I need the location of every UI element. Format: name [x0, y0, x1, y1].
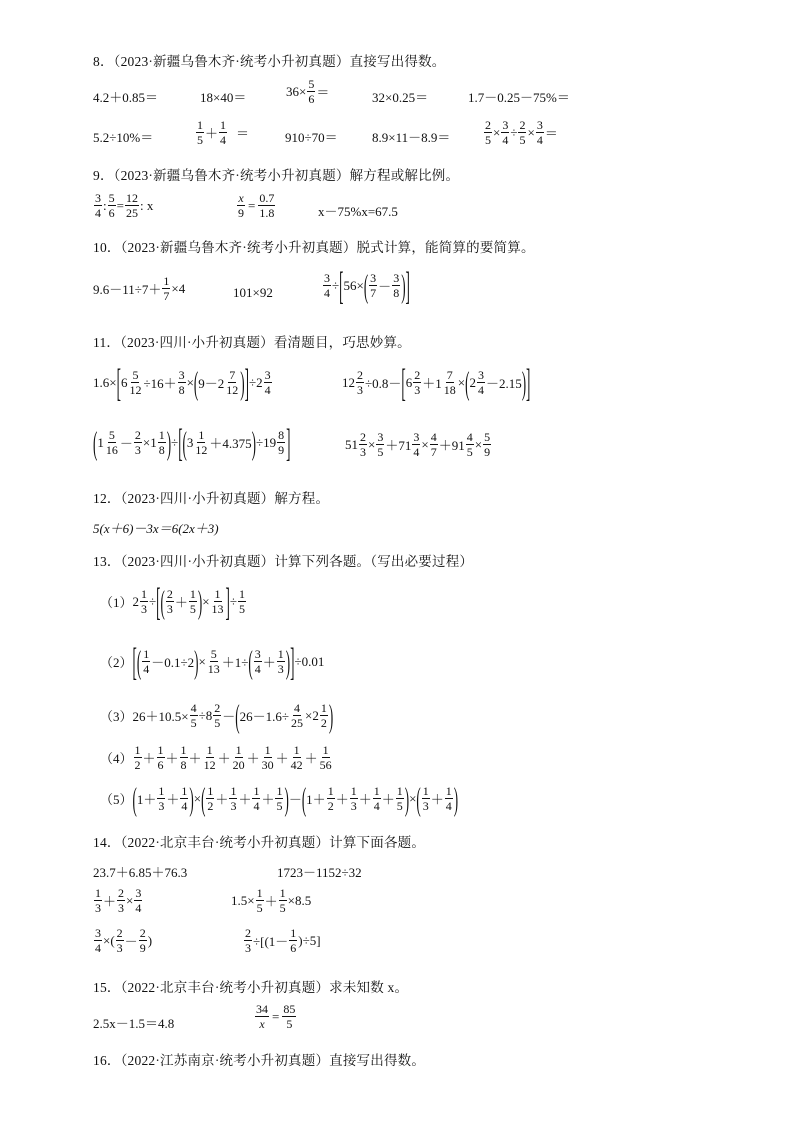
q13-label-2: （2） [100, 655, 133, 670]
q11-expr-a: 1.6× [ 6 5 12 ÷16＋ $\frac{3}{8}$ × ( 9－2 7 12 ) ] ÷2 3 4 [93, 360, 271, 405]
q9-proportion-2: $\frac{x}{9}$ = $\frac{0.7}{1.8}$ [238, 191, 275, 220]
q11-expr-b: 12 2 3 ÷0.8－ [ 6 2 3 ＋1 $\frac{7}{18}$ × ( 2 3 4 －2.15 ) ] [342, 360, 531, 405]
q15-equation-2: $\frac{34}{x}$ = $\frac{85}{5}$ [256, 1002, 296, 1031]
q14-title: 14．（2022·北京丰台·统考小升初真题）计算下面各题。 [93, 835, 426, 850]
q8-item-3: 36× $\frac{5}{6}$ ＝ [286, 77, 330, 106]
q15-equation-1: 2.5x－1.5＝4.8 [93, 1016, 175, 1031]
q13-expr-2: （2） [ ( 1 4 －0.1÷2 ) × $\frac{5}{13}$ ＋1÷ ( 3 4 ＋ 1 3 ) ] ÷0.01 [100, 639, 325, 684]
q9-proportion-1: 3 4 : $\frac{5}{6}$ = $\frac{12}{25}$ : x [95, 191, 154, 220]
q13-expr-3: （3） 26＋10.5× $\frac{4}{5}$ ÷8 2 5 － ( 26－1.6÷ $\frac{4}{25}$ ×2 1 2 ) [100, 696, 334, 735]
q9-title: 9．（2023·新疆乌鲁木齐·统考小升初真题）解方程或解比例。 [93, 168, 460, 183]
q12-title: 12．（2023·四川·小升初真题）解方程。 [93, 491, 330, 506]
q10-expr-2: 101×92 [233, 285, 273, 300]
q11-expr-d: 51 2 3 × $\frac{3}{5}$ ＋71 3 4 × $\frac{4}{7}$ ＋91 4 5 × $\frac{5}{9}$ [345, 430, 491, 459]
q8-item-2: 18×40＝ [200, 90, 247, 105]
q11-expr-c: ( 1 5 16 － $\frac{2}{3}$ ×1 1 8 ) ÷ [ ( 3 1 12 ＋4.375 ) ÷19 8 9 ] [93, 420, 291, 465]
q16-title: 16．（2022·江苏南京·统考小升初真题）直接写出得数。 [93, 1053, 426, 1068]
q14-expr-4: 1.5× $\frac{1}{5}$ ＋ $\frac{1}{5}$ ×8.5 [231, 886, 312, 915]
q14-expr-3: 1 3 ＋ $\frac{2}{3}$ × $\frac{3}{4}$ [95, 886, 142, 915]
q13-label-5: （5） [100, 792, 133, 807]
q8-item-9: 8.9×11－8.9＝ [372, 130, 451, 145]
q9-equation: x－75%x=67.5 [318, 204, 398, 219]
q10-title: 10．（2023·新疆乌鲁木齐·统考小升初真题）脱式计算，能简算的要简算。 [93, 240, 535, 255]
q12-equation: 5(x＋6)－3x＝6(2x＋3) [93, 521, 219, 536]
q13-expr-1: （1） 2 1 3 ÷ [ ( 2 3 ＋ 1 5 ) × $\frac{1}{13}$ ] ÷ $\frac{1}{5}$ [100, 579, 246, 624]
q8-item-8: 910÷70＝ [285, 130, 338, 145]
q13-title: 13．（2023·四川·小升初真题）计算下列各题。（写出必要过程） [93, 554, 474, 569]
q13-label-1: （1） [100, 595, 133, 610]
q8-item-7: 1 5 ＋ 1 4 ＝ [197, 118, 250, 147]
q14-expr-2: 1723－1152÷32 [277, 865, 362, 880]
q8-item-1: 4.2＋0.85＝ [93, 90, 159, 105]
q14-expr-6: $\frac{2}{3}$ ÷[(1－ 1 6 )÷5] [245, 926, 321, 955]
q14-expr-5: $\frac{3}{4}$ ×( 2 3 － 2 9 ) [95, 926, 153, 955]
q13-expr-4: （4） 1 2 ＋ 1 6 ＋ 1 8 ＋ 1 12 ＋ 1 20 ＋ 1 30 ＋ 1 42 ＋ 1 56 [100, 743, 332, 772]
q10-expr-3: $\frac{3}{4}$ ÷ [ 56× ( 3 7 － 3 8 ) ] [324, 263, 410, 308]
q8-item-6: 5.2÷10%＝ [93, 130, 154, 145]
q10-expr-1: 9.6－11÷7＋ $\frac{1}{7}$ ×4 [93, 274, 186, 303]
q11-title: 11．（2023·四川·小升初真题）看清题目，巧思妙算。 [93, 335, 411, 350]
q13-expr-5: （5） ( 1＋ 1 3 ＋ 1 4 ) × ( 1 2 ＋ 1 3 ＋ 1 4 ＋ 1 5 ) － ( 1＋ 1 2 ＋ 1 3 ＋ 1 4 ＋ 1 5 ) × ( 1 3 ＋ 1 4 ) [100, 779, 459, 818]
q8-item-4: 32×0.25＝ [372, 90, 429, 105]
q13-label-4: （4） [100, 751, 133, 766]
q8-item-5: 1.7－0.25－75%＝ [468, 90, 570, 105]
q13-label-3: （3） [100, 709, 133, 724]
q8-title: 8．（2023·新疆乌鲁木齐·统考小升初真题）直接写出得数。 [93, 54, 446, 69]
q15-title: 15．（2022·北京丰台·统考小升初真题）求未知数 x。 [93, 980, 409, 995]
q14-expr-1: 23.7＋6.85＋76.3 [93, 865, 188, 880]
q8-item-10: $\frac{2}{5}$ × $\frac{3}{4}$ ÷ $\frac{2}{5}$ × $\frac{3}{4}$ ＝ [485, 118, 558, 147]
